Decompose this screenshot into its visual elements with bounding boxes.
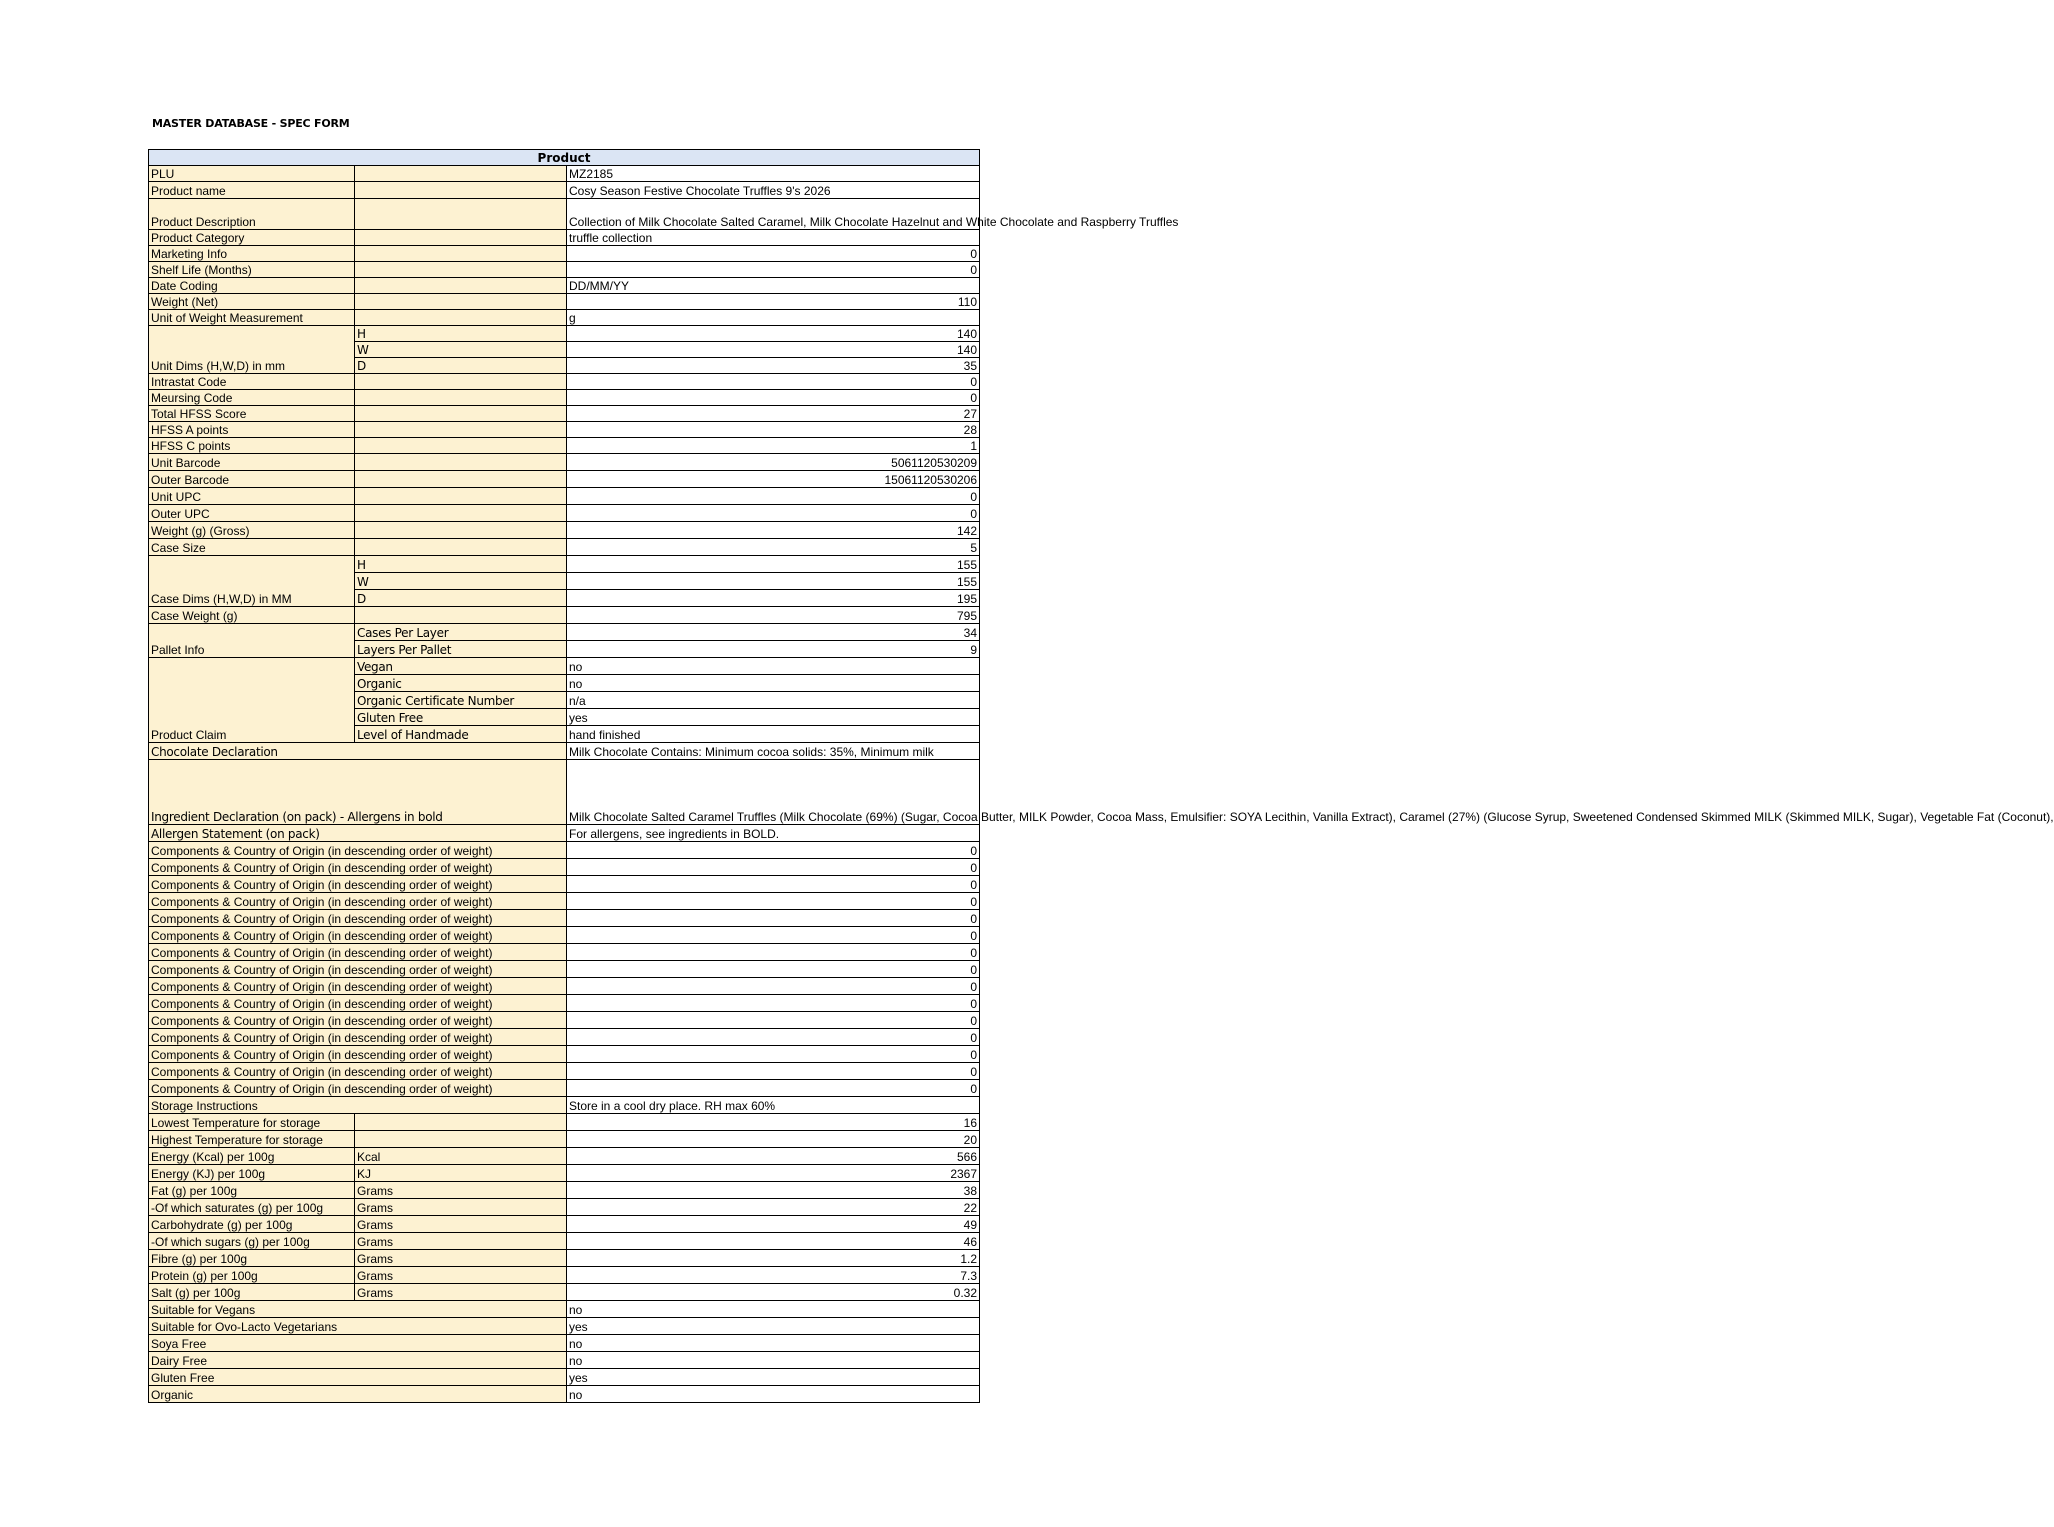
table-row [149,944,980,961]
storage-instructions-value: Store in a cool dry place. RH max 60% [567,1097,980,1114]
suitability-section [149,1301,980,1403]
document-title: MASTER DATABASE - SPEC FORM [152,117,350,130]
nutrition-label: Energy (KJ) per 100g [149,1165,355,1182]
case-dims-d-value: 195 [567,590,980,607]
table-row [149,1012,980,1029]
date-coding-value: DD/MM/YY [567,278,980,294]
table-row [149,1352,980,1369]
nutrition-value: 22 [567,1199,980,1216]
component-label: Components & Country of Origin (in descending order of weight) [149,1063,567,1080]
allergen-statement-label: Allergen Statement (on pack) [149,825,567,842]
ingredient-declaration-value: Milk Chocolate Salted Caramel Truffles (Milk Chocolate (69%) (Sugar, Cocoa Butter, MILK Powder, Cocoa Mass, Emulsifier: SOYA Lecithin, Vanilla Extract), Caramel (27%) (Glucose Syrup, Sweetened Condensed Skimmed MILK (Skimmed MILK, Sugar), Vegetable Fat (Coconut), [567,760,980,825]
component-label: Components & Country of Origin (in descending order of weight) [149,1046,567,1063]
table-row [149,1063,980,1080]
outer-upc-value: 0 [567,505,980,522]
suitability-value: no [567,1386,980,1403]
meursing-code-value: 0 [567,390,980,406]
suitability-label: Suitable for Vegans [149,1301,567,1318]
table-row [149,893,980,910]
weight-gross-label: Weight (g) (Gross) [149,522,355,539]
hfss-c-label: HFSS C points [149,438,355,454]
outer-upc-label: Outer UPC [149,505,355,522]
weight-net-label: Weight (Net) [149,294,355,310]
component-label: Components & Country of Origin (in descending order of weight) [149,910,567,927]
component-value: 0 [567,893,980,910]
claim-vegan-label: Vegan [355,658,567,675]
component-label: Components & Country of Origin (in descending order of weight) [149,859,567,876]
suitability-label: Organic [149,1386,567,1403]
layers-per-pallet-label: Layers Per Pallet [355,641,567,658]
case-dims-w-value: 155 [567,573,980,590]
unit-dims-d-value: 35 [567,358,980,374]
table-row [149,910,980,927]
table-row [149,1233,980,1250]
nutrition-label: -Of which saturates (g) per 100g [149,1199,355,1216]
highest-temp-value: 20 [567,1131,980,1148]
chocolate-declaration-value: Milk Chocolate Contains: Minimum cocoa solids: 35%, Minimum milk [567,743,980,760]
meursing-code-label: Meursing Code [149,390,355,406]
product-category-label: Product Category [149,230,355,246]
component-value: 0 [567,1080,980,1097]
case-dims-label: Case Dims (H,W,D) in MM [149,556,355,607]
outer-barcode-label: Outer Barcode [149,471,355,488]
component-value: 0 [567,1046,980,1063]
shelf-life-value: 0 [567,262,980,278]
case-size-value: 5 [567,539,980,556]
table-row [149,1267,980,1284]
nutrition-unit: Grams [355,1199,567,1216]
total-hfss-label: Total HFSS Score [149,406,355,422]
nutrition-label: Carbohydrate (g) per 100g [149,1216,355,1233]
nutrition-value: 7.3 [567,1267,980,1284]
unit-barcode-value: 5061120530209 [567,454,980,471]
shelf-life-label: Shelf Life (Months) [149,262,355,278]
claim-organic-cert-value: n/a [567,692,980,709]
case-size-label: Case Size [149,539,355,556]
spec-table [148,149,2054,1403]
table-row [149,978,980,995]
hfss-a-label: HFSS A points [149,422,355,438]
unit-dims-h-value: 140 [567,326,980,342]
product-claim-label: Product Claim [149,658,355,743]
table-row [149,995,980,1012]
product-description-label: Product Description [149,199,355,230]
component-value: 0 [567,927,980,944]
table-header: Product [149,150,980,166]
date-coding-label: Date Coding [149,278,355,294]
cases-per-layer-value: 34 [567,624,980,641]
table-row [149,1165,980,1182]
table-row [149,1029,980,1046]
unit-of-weight-label: Unit of Weight Measurement [149,310,355,326]
storage-instructions-label: Storage Instructions [149,1097,567,1114]
unit-of-weight-value: g [567,310,980,326]
component-value: 0 [567,978,980,995]
table-row [149,1301,980,1318]
case-dims-h-label: H [355,556,567,573]
table-row [149,961,980,978]
table-row [149,1318,980,1335]
table-row [149,1080,980,1097]
lowest-temp-label: Lowest Temperature for storage [149,1114,355,1131]
nutrition-label: -Of which sugars (g) per 100g [149,1233,355,1250]
table-row [149,1182,980,1199]
component-value: 0 [567,1063,980,1080]
hfss-c-value: 1 [567,438,980,454]
component-label: Components & Country of Origin (in descending order of weight) [149,961,567,978]
nutrition-unit: Grams [355,1284,567,1301]
component-label: Components & Country of Origin (in descending order of weight) [149,1029,567,1046]
suitability-label: Suitable for Ovo-Lacto Vegetarians [149,1318,567,1335]
table-row [149,1216,980,1233]
unit-upc-label: Unit UPC [149,488,355,505]
suitability-label: Soya Free [149,1335,567,1352]
product-name-label: Product name [149,182,355,199]
suitability-label: Gluten Free [149,1369,567,1386]
component-label: Components & Country of Origin (in descending order of weight) [149,842,567,859]
plu-label: PLU [149,166,355,182]
unit-dims-label: Unit Dims (H,W,D) in mm [149,326,355,374]
plu-value: MZ2185 [567,166,980,182]
table-row [149,876,980,893]
table-row [149,842,980,859]
nutrition-unit: Grams [355,1267,567,1284]
cases-per-layer-label: Cases Per Layer [355,624,567,641]
nutrition-unit: Kcal [355,1148,567,1165]
nutrition-value: 49 [567,1216,980,1233]
suitability-label: Dairy Free [149,1352,567,1369]
table-row [149,1046,980,1063]
marketing-info-label: Marketing Info [149,246,355,262]
nutrition-label: Protein (g) per 100g [149,1267,355,1284]
unit-dims-w-value: 140 [567,342,980,358]
component-value: 0 [567,961,980,978]
component-label: Components & Country of Origin (in descending order of weight) [149,1012,567,1029]
intrastat-code-value: 0 [567,374,980,390]
layers-per-pallet-value: 9 [567,641,980,658]
product-category-value: truffle collection [567,230,980,246]
claim-gluten-free-value: yes [567,709,980,726]
claim-handmade-value: hand finished [567,726,980,743]
product-name-value: Cosy Season Festive Chocolate Truffles 9's 2026 [567,182,980,199]
component-label: Components & Country of Origin (in descending order of weight) [149,876,567,893]
total-hfss-value: 27 [567,406,980,422]
weight-net-value: 110 [567,294,980,310]
component-label: Components & Country of Origin (in descending order of weight) [149,927,567,944]
suitability-value: no [567,1352,980,1369]
intrastat-code-label: Intrastat Code [149,374,355,390]
nutrition-unit: Grams [355,1216,567,1233]
component-label: Components & Country of Origin (in descending order of weight) [149,995,567,1012]
unit-dims-w-label: W [355,342,567,358]
product-description-value: Collection of Milk Chocolate Salted Caramel, Milk Chocolate Hazelnut and White Chocolate and Raspberry Truffles [567,199,980,230]
nutrition-unit: Grams [355,1182,567,1199]
nutrition-unit: Grams [355,1250,567,1267]
marketing-info-value: 0 [567,246,980,262]
component-label: Components & Country of Origin (in descending order of weight) [149,978,567,995]
outer-barcode-value: 15061120530206 [567,471,980,488]
table-row [149,1369,980,1386]
chocolate-declaration-label: Chocolate Declaration [149,743,567,760]
hfss-a-value: 28 [567,422,980,438]
suitability-value: no [567,1301,980,1318]
nutrition-value: 46 [567,1233,980,1250]
nutrition-label: Fat (g) per 100g [149,1182,355,1199]
claim-organic-label: Organic [355,675,567,692]
component-value: 0 [567,910,980,927]
allergen-statement-value: For allergens, see ingredients in BOLD. [567,825,980,842]
case-dims-h-value: 155 [567,556,980,573]
nutrition-value: 1.2 [567,1250,980,1267]
table-row [149,1335,980,1352]
nutrition-value: 0.32 [567,1284,980,1301]
case-weight-value: 795 [567,607,980,624]
table-row [149,1148,980,1165]
nutrition-unit: KJ [355,1165,567,1182]
component-value: 0 [567,1012,980,1029]
nutrition-label: Salt (g) per 100g [149,1284,355,1301]
suitability-value: yes [567,1369,980,1386]
ingredient-declaration-label: Ingredient Declaration (on pack) - Allergens in bold [149,760,567,825]
highest-temp-label: Highest Temperature for storage [149,1131,355,1148]
suitability-value: no [567,1335,980,1352]
unit-barcode-label: Unit Barcode [149,454,355,471]
nutrition-value: 2367 [567,1165,980,1182]
table-row [149,1386,980,1403]
case-weight-label: Case Weight (g) [149,607,355,624]
components-section [149,842,980,1097]
component-value: 0 [567,842,980,859]
nutrition-section [149,1148,980,1301]
nutrition-value: 38 [567,1182,980,1199]
weight-gross-value: 142 [567,522,980,539]
table-row [149,859,980,876]
table-row [149,1199,980,1216]
nutrition-unit: Grams [355,1233,567,1250]
claim-handmade-label: Level of Handmade [355,726,567,743]
component-value: 0 [567,944,980,961]
claim-gluten-free-label: Gluten Free [355,709,567,726]
lowest-temp-value: 16 [567,1114,980,1131]
case-dims-w-label: W [355,573,567,590]
unit-dims-d-label: D [355,358,567,374]
component-label: Components & Country of Origin (in descending order of weight) [149,893,567,910]
case-dims-d-label: D [355,590,567,607]
table-row [149,1250,980,1267]
claim-organic-cert-label: Organic Certificate Number [355,692,567,709]
suitability-value: yes [567,1318,980,1335]
pallet-info-label: Pallet Info [149,624,355,658]
component-value: 0 [567,995,980,1012]
nutrition-label: Energy (Kcal) per 100g [149,1148,355,1165]
component-value: 0 [567,859,980,876]
unit-upc-value: 0 [567,488,980,505]
component-value: 0 [567,1029,980,1046]
nutrition-value: 566 [567,1148,980,1165]
component-label: Components & Country of Origin (in descending order of weight) [149,1080,567,1097]
claim-vegan-value: no [567,658,980,675]
nutrition-label: Fibre (g) per 100g [149,1250,355,1267]
table-row [149,927,980,944]
component-value: 0 [567,876,980,893]
unit-dims-h-label: H [355,326,567,342]
table-row [149,1284,980,1301]
component-label: Components & Country of Origin (in descending order of weight) [149,944,567,961]
claim-organic-value: no [567,675,980,692]
